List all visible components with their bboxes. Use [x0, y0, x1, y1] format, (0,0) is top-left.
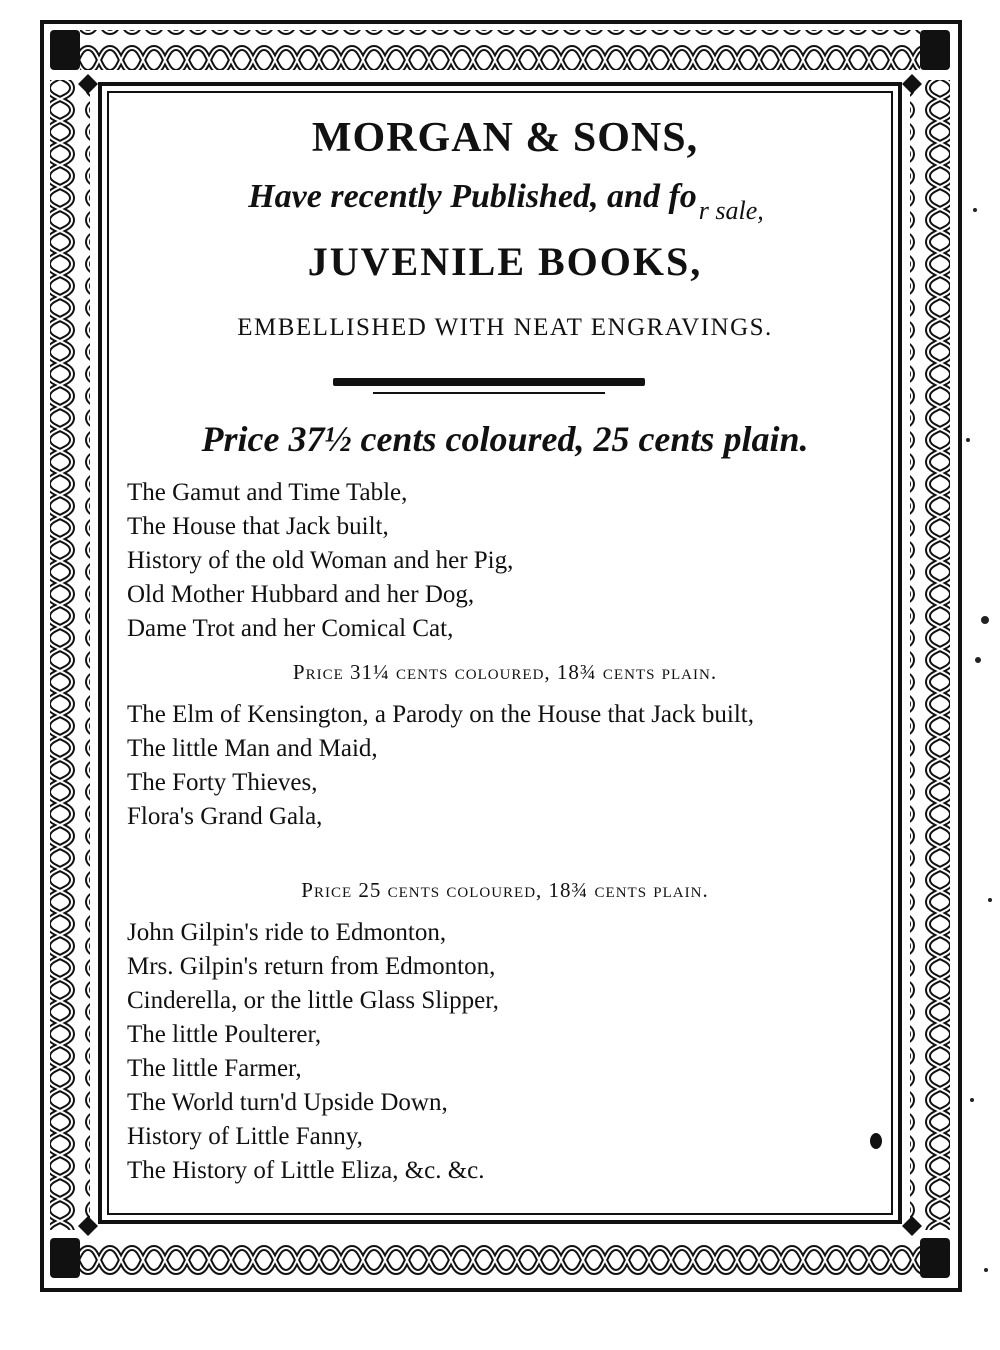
book-title: Mrs. Gilpin's return from Edmonton, [127, 953, 496, 980]
section-1-book-list [127, 476, 887, 646]
book-title: The Gamut and Time Table, [127, 479, 408, 506]
publisher-subtitle [105, 178, 905, 225]
advertisement-page [105, 100, 905, 1190]
ink-blot [870, 1133, 882, 1149]
section-2-price: Price 31¼ cents coloured, 18¾ cents plain. [292, 660, 718, 684]
divider-thick [333, 378, 645, 386]
book-title: Cinderella, or the little Glass Slipper, [127, 987, 499, 1014]
book-title: Old Mother Hubbard and her Dog, [127, 581, 475, 608]
book-title: The World turn'd Upside Down, [127, 1089, 448, 1116]
juvenile-books-heading: JUVENILE BOOKS, [307, 239, 703, 284]
book-title: The History of Little Eliza, &c. &c. [127, 1157, 485, 1184]
book-title: History of Little Fanny, [127, 1123, 363, 1150]
book-title: The little Man and Maid, [127, 735, 378, 762]
book-title: Dame Trot and her Comical Cat, [127, 615, 454, 642]
book-title: Flora's Grand Gala, [127, 803, 323, 830]
subtitle-printed: Have recently Published, and fo [248, 178, 697, 215]
section-3-price: Price 25 cents coloured, 18¾ cents plain. [301, 878, 709, 902]
section-1-price: Price 37½ cents coloured, 25 cents plain. [201, 419, 809, 459]
book-title: The little Farmer, [127, 1055, 302, 1082]
handwritten-annotation: r sale, [698, 196, 764, 225]
section-2-book-list [127, 698, 887, 834]
book-title: The little Poulterer, [127, 1021, 322, 1048]
book-title: The Elm of Kensington, a Parody on the House that Jack built, [127, 701, 754, 728]
book-title: History of the old Woman and her Pig, [127, 547, 514, 574]
engravings-line: EMBELLISHED WITH NEAT ENGRAVINGS. [237, 314, 773, 341]
book-title: The Forty Thieves, [127, 769, 318, 796]
section-3-book-list [127, 916, 887, 1188]
book-title: The House that Jack built, [127, 513, 389, 540]
publisher-title: MORGAN & SONS, [311, 115, 699, 161]
book-title: John Gilpin's ride to Edmonton, [127, 919, 447, 946]
divider-thin [373, 392, 605, 394]
